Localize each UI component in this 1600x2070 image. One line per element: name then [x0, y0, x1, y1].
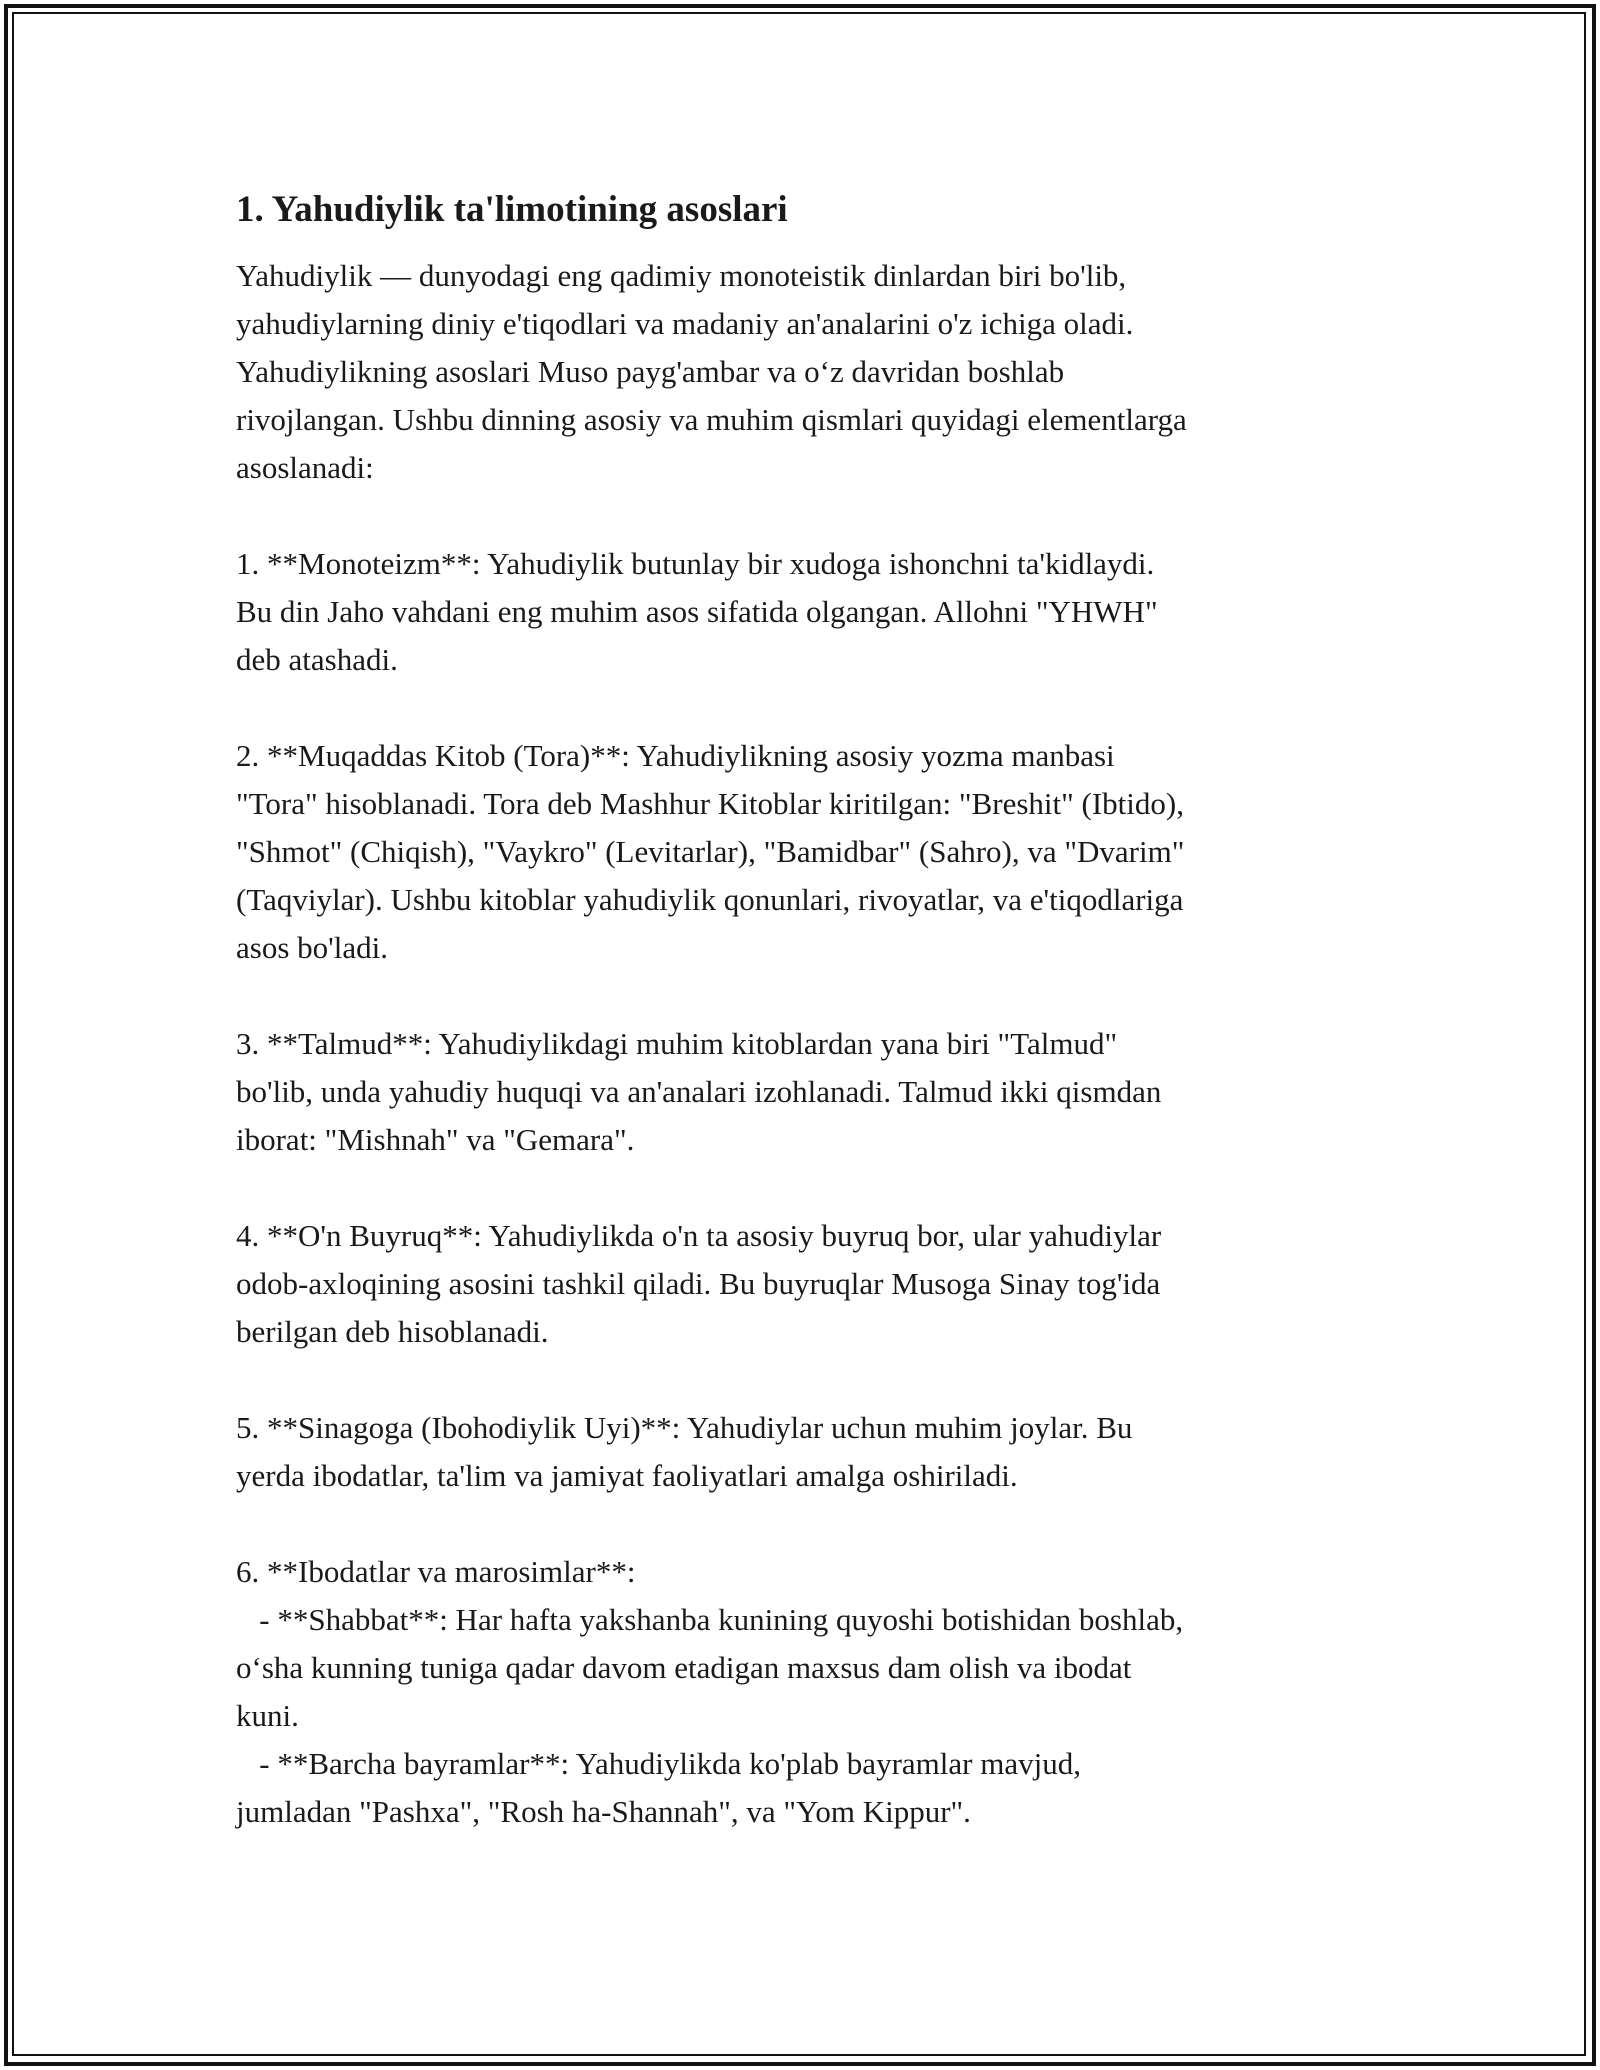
list-item-sinagoga: 5. **Sinagoga (Ibohodiylik Uyi)**: Yahudiylar uchun muhim joylar. Bu yerda ibodatlar, ta'lim va jamiyat faoliyatlari amalga oshiriladi. [236, 1410, 1133, 1493]
list-item-on-buyruq: 4. **O'n Buyruq**: Yahudiylikda o'n ta asosiy buyruq bor, ular yahudiylar odob-axloqining asosini tashkil qiladi. Bu buyruqlar Musoga Sinay tog'ida berilgan deb hisoblanadi. [236, 1218, 1162, 1349]
list-item-tora: 2. **Muqaddas Kitob (Tora)**: Yahudiylikning asosiy yozma manbasi "Tora" hisoblanadi. Tora deb Mashhur Kitoblar kiritilgan: "Breshit" (Ibtido), "Shmot" (Chiqish), "Vaykro" (Levitarlar), "Bamidbar" (Sahro), va "Dvarim" (Taqviylar). Ushbu kitoblar yahudiylik qonunlari, rivoyatlar, va e'tiqodlariga asos bo'ladi. [236, 738, 1185, 965]
page-title: 1. Yahudiylik ta'limotining asoslari [236, 189, 788, 230]
list-item-talmud: 3. **Talmud**: Yahudiylikdagi muhim kitoblardan yana biri "Talmud" bo'lib, unda yahudiy huquqi va an'analari izohlanadi. Talmud ikki qismdan iborat: "Mishnah" va "Gemara". [236, 1026, 1162, 1157]
paragraph-gap [236, 492, 1376, 540]
paragraph-gap [236, 684, 1376, 732]
paragraph-gap [236, 972, 1376, 1020]
paragraph-gap [236, 1356, 1376, 1404]
list-item-ibodatlar: 6. **Ibodatlar va marosimlar**: - **Shabbat**: Har hafta yakshanba kunining quyoshi botishidan boshlab, o‘sha kunning tuniga qadar davom etadigan maxsus dam olish va ibodat kuni. - **Barcha bayramlar**: Yahudiylikda ko'plab bayramlar mavjud, jumladan "Pashxa", "Rosh ha-Shannah", va "Yom Kippur". [236, 1554, 1184, 1829]
paragraph-gap [236, 1500, 1376, 1548]
document-body [236, 186, 1376, 1836]
intro-paragraph: Yahudiylik — dunyodagi eng qadimiy monoteistik dinlardan biri bo'lib, yahudiylarning diniy e'tiqodlari va madaniy an'analarini o'z ichiga oladi. Yahudiylikning asoslari Muso payg'ambar va o‘z davridan boshlab rivojlangan. Ushbu dinning asosiy va muhim qismlari quyidagi elementlarga asoslanadi: [236, 258, 1187, 485]
paragraph-gap [236, 1164, 1376, 1212]
list-item-monoteizm: 1. **Monoteizm**: Yahudiylik butunlay bir xudoga ishonchni ta'kidlaydi. Bu din Jaho vahdani eng muhim asos sifatida olgangan. Allohni "YHWH" deb atashadi. [236, 546, 1158, 677]
